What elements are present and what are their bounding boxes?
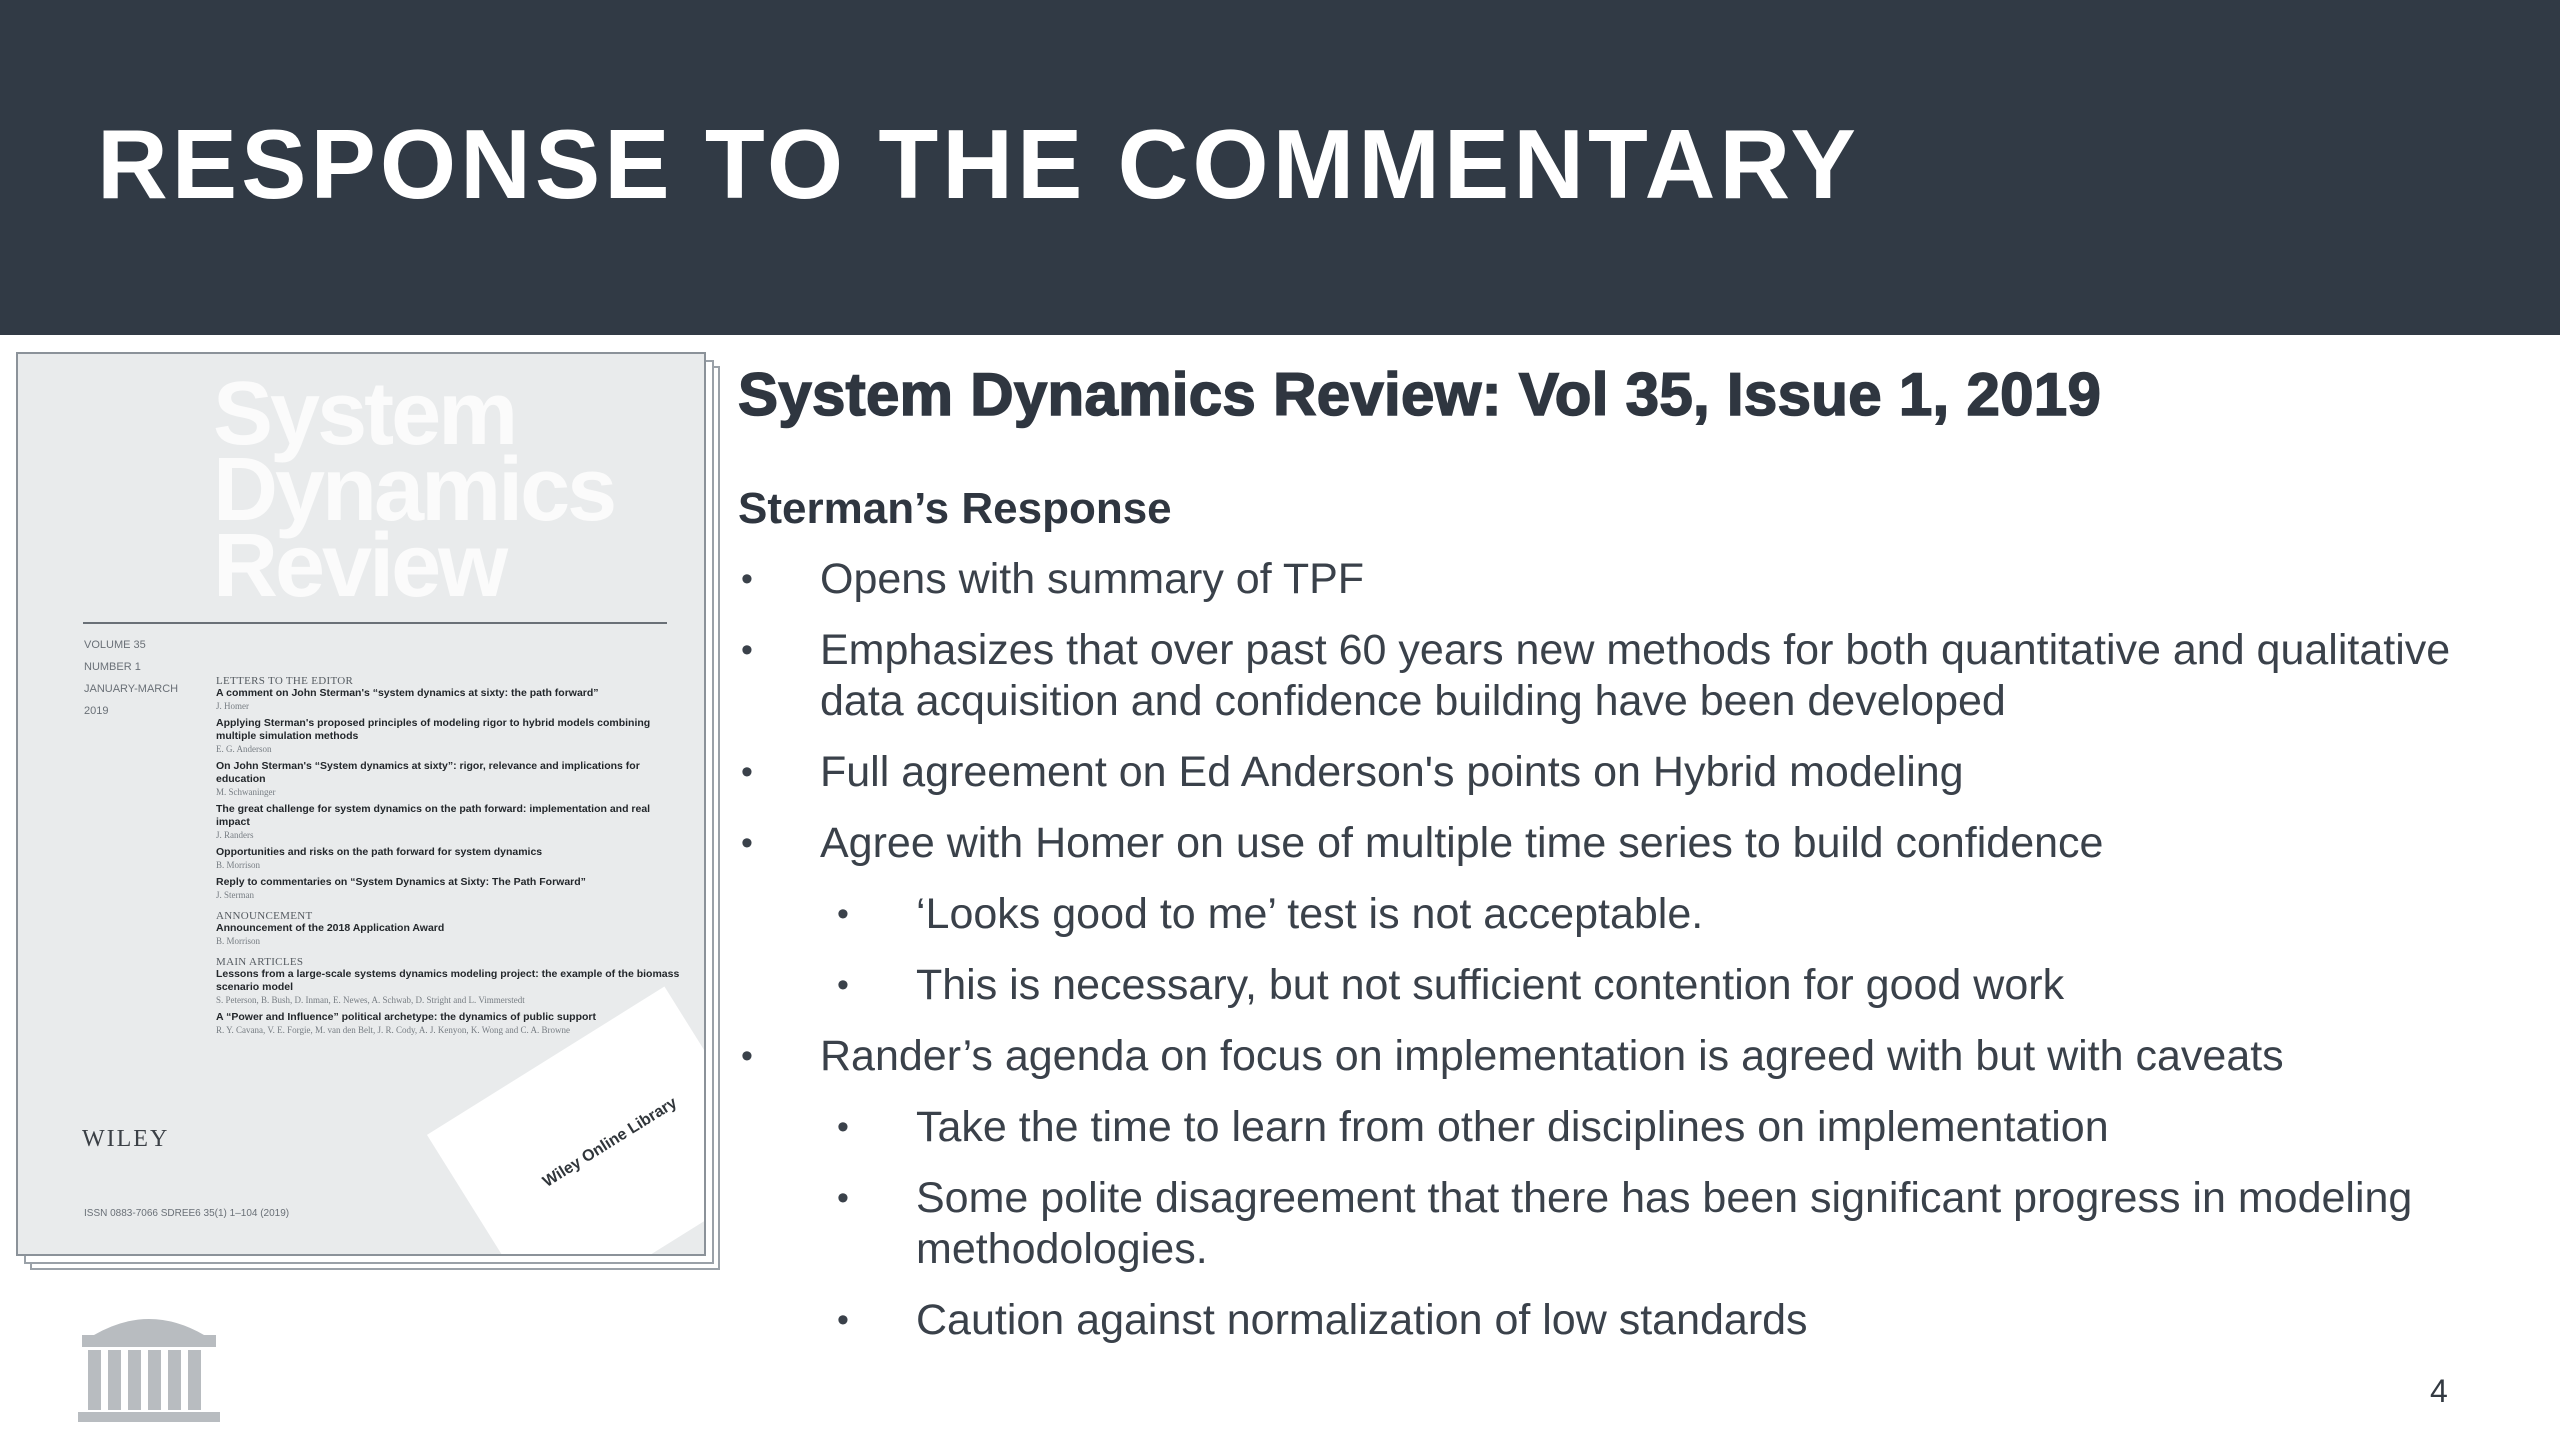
list-item-text: Emphasizes that over past 60 years new methods for both quantitative and qualitative data acquisition and confidence building have been developed bbox=[820, 626, 2451, 725]
bullet-icon: • bbox=[741, 753, 753, 791]
toc-section-heading: ANNOUNCEMENT bbox=[216, 910, 313, 922]
toc-entry-title: Reply to commentaries on “System Dynamics at Sixty: The Path Forward” bbox=[216, 876, 586, 888]
list-item-text: This is necessary, but not sufficient contention for good work bbox=[916, 961, 2065, 1009]
cover-issue-info bbox=[84, 634, 194, 722]
bullet-list bbox=[738, 554, 2538, 1366]
cover-number: NUMBER 1 bbox=[84, 661, 141, 673]
bullet-icon: • bbox=[741, 824, 753, 862]
institution-building-icon-svg bbox=[74, 1305, 224, 1425]
toc-entry-title: Opportunities and risks on the path forward for system dynamics bbox=[216, 846, 543, 858]
list-item-text: ‘Looks good to me’ test is not acceptable. bbox=[916, 890, 1704, 938]
list-item-text: Full agreement on Ed Anderson's points on Hybrid modeling bbox=[820, 748, 1964, 796]
toc-entry-title: The great challenge for system dynamics on the path forward: implementation and real impact bbox=[216, 803, 651, 828]
cover-issn: ISSN 0883-7066 SDREE6 35(1) 1–104 (2019) bbox=[84, 1208, 290, 1219]
slide-title: RESPONSE TO THE COMMENTARY bbox=[97, 109, 1860, 219]
cover-table-of-contents bbox=[216, 666, 686, 1041]
cover-online-library-label: Wiley Online Library bbox=[539, 1094, 681, 1191]
list-item-text: Opens with summary of TPF bbox=[820, 555, 1365, 603]
bullet-icon: • bbox=[741, 560, 753, 598]
toc-entry-author: S. Peterson, B. Bush, D. Inman, E. Newes, A. Schwab, D. Stright and L. Vimmerstedt bbox=[216, 995, 525, 1005]
toc-entry-title: On John Sterman's “System dynamics at sixty”: rigor, relevance and implications for education bbox=[216, 760, 640, 785]
toc-entry-title: Announcement of the 2018 Application Award bbox=[216, 922, 445, 934]
institution-building-icon bbox=[74, 1305, 224, 1425]
toc-entry-title: A comment on John Sterman's “system dynamics at sixty: the path forward” bbox=[216, 687, 599, 699]
list-item-text: Caution against normalization of low standards bbox=[916, 1296, 1808, 1344]
section-label: Sterman’s Response bbox=[738, 484, 1172, 533]
sub-list-item bbox=[738, 1102, 2538, 1153]
toc-entry-author: J. Sterman bbox=[216, 890, 254, 900]
toc-entry-author: B. Morrison bbox=[216, 936, 261, 946]
list-item bbox=[738, 554, 2538, 605]
bullet-icon: • bbox=[837, 1301, 849, 1339]
toc-entry-title: Applying Sterman's proposed principles of modeling rigor to hybrid models combining multiple simulation methods bbox=[216, 717, 651, 742]
page-number: 4 bbox=[2430, 1373, 2448, 1409]
bullet-icon: • bbox=[837, 1179, 849, 1217]
toc-entry-author: E. G. Anderson bbox=[216, 744, 272, 754]
toc-section-heading: MAIN ARTICLES bbox=[216, 956, 304, 968]
bullet-icon: • bbox=[741, 1037, 753, 1075]
list-item bbox=[738, 625, 2538, 727]
toc-entry-author: J. Homer bbox=[216, 701, 249, 711]
cover-masthead bbox=[213, 364, 615, 616]
cover-masthead-line: Dynamics bbox=[213, 440, 615, 540]
bullet-icon: • bbox=[741, 631, 753, 669]
issue-heading: System Dynamics Review: Vol 35, Issue 1, 2019 bbox=[738, 361, 2102, 428]
list-item-text: Take the time to learn from other disciplines on implementation bbox=[916, 1103, 2109, 1151]
sub-list-item bbox=[738, 1295, 2538, 1346]
toc-entry-title: Lessons from a large-scale systems dynamics modeling project: the example of the biomass scenario model bbox=[216, 968, 680, 993]
cover-masthead-line: System bbox=[213, 364, 516, 464]
bullet-icon: • bbox=[837, 1108, 849, 1146]
list-item bbox=[738, 1031, 2538, 1082]
list-item bbox=[738, 818, 2538, 869]
cover-year: 2019 bbox=[84, 705, 109, 717]
list-item-text: Some polite disagreement that there has been significant progress in modeling methodologies. bbox=[916, 1174, 2413, 1273]
sub-list-item bbox=[738, 960, 2538, 1011]
cover-divider bbox=[83, 622, 667, 624]
toc-entry-author: M. Schwaninger bbox=[216, 787, 276, 797]
toc-entry-title: A “Power and Influence” political archetype: the dynamics of public support bbox=[216, 1011, 597, 1023]
sub-list-item bbox=[738, 1173, 2538, 1275]
cover-publisher-logo: WILEY bbox=[82, 1126, 170, 1152]
sub-list-item bbox=[738, 889, 2538, 940]
toc-entry-author: J. Randers bbox=[216, 830, 254, 840]
toc-entry-author: R. Y. Cavana, V. E. Forgie, M. van den Belt, J. R. Cody, A. J. Kenyon, K. Wong and C. A. Browne bbox=[216, 1025, 571, 1035]
journal-cover bbox=[16, 352, 706, 1256]
list-item bbox=[738, 747, 2538, 798]
bullet-icon: • bbox=[837, 966, 849, 1004]
toc-entry-author: B. Morrison bbox=[216, 860, 261, 870]
cover-period: JANUARY-MARCH bbox=[84, 683, 179, 695]
journal-cover-image bbox=[16, 352, 721, 1272]
list-item-text: Rander’s agenda on focus on implementation is agreed with but with caveats bbox=[820, 1032, 2284, 1080]
toc-section-heading: LETTERS TO THE EDITOR bbox=[216, 675, 354, 687]
cover-volume: VOLUME 35 bbox=[84, 639, 146, 651]
list-item-text: Agree with Homer on use of multiple time series to build confidence bbox=[820, 819, 2104, 867]
cover-masthead-line: Review bbox=[213, 516, 506, 616]
bullet-icon: • bbox=[837, 895, 849, 933]
